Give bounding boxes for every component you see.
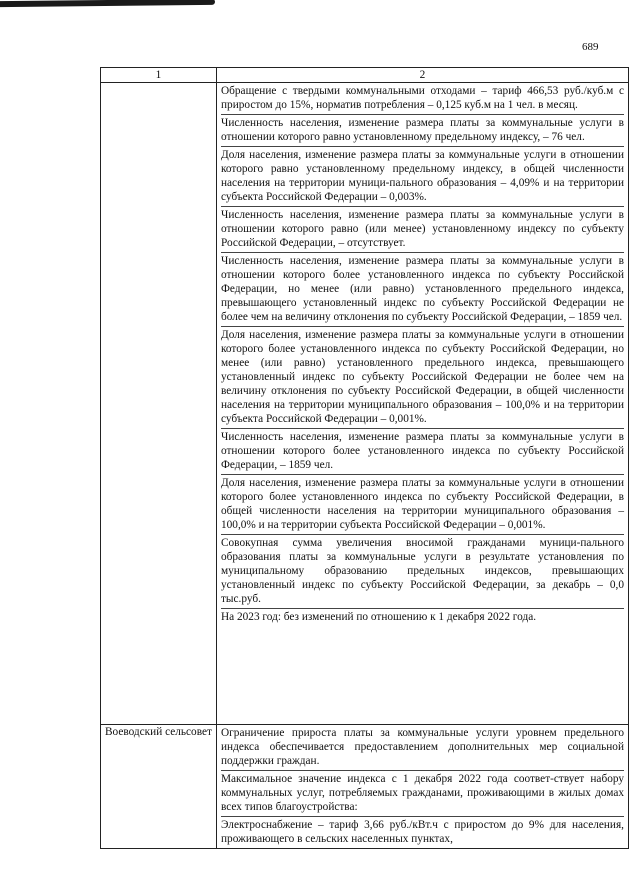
paragraph: Численность населения, изменение размера платы за коммунальные услуги в отношении которого более установленного индекса по субъекту Российской Федерации, но менее (или равно) установленного предельного индекса, превышающего установленный индекс по субъекту Российской Федерации не более чем на величину отклонения по субъекту Российской Федерации, – 1859 чел.	[221, 252, 624, 326]
paragraph: На 2023 год: без изменений по отношению к 1 декабря 2022 года.	[221, 608, 624, 626]
table-row	[101, 725, 629, 849]
header-col-2: 2	[217, 68, 629, 83]
paragraph: Максимальное значение индекса с 1 декабря 2022 года соответ-ствует набору коммунальных услуг, потребляемых гражданами, проживающими в жилых домах всех типов благоустройства:	[221, 770, 624, 816]
paragraph: Доля населения, изменение размера платы за коммунальные услуги в отношении которого равно установленному предельному индексу, в общей численности населения на территории муници-пального образования – 4,09% и на территории субъекта Российской Федерации – 0,003%.	[221, 146, 624, 206]
paragraph: Ограничение прироста платы за коммунальные услуги уровнем предельного индекса обеспечивается предоставлением дополнительных мер социальной поддержки граждан.	[221, 727, 624, 767]
paragraph: Численность населения, изменение размера платы за коммунальные услуги в отношении которого равно установленному предельному индексу, – 76 чел.	[221, 114, 624, 146]
row-label	[101, 83, 217, 725]
table-row	[101, 83, 629, 725]
scan-edge-mark	[0, 0, 215, 7]
paragraph: Обращение с твердыми коммунальными отходами – тариф 466,53 руб./куб.м с приростом до 15%, норматив потребления – 0,125 куб.м на 1 чел. в месяц.	[221, 85, 624, 111]
page-number: 689	[582, 41, 599, 53]
row-content	[217, 83, 629, 725]
paragraph: Доля населения, изменение размера платы за коммунальные услуги в отношении которого более установленного индекса по субъекту Российской Федерации, в общей численности населения на территории муниципального образования – 100,0% и на территории субъекта Российской Федерации – 0,001%.	[221, 474, 624, 534]
row-label: Воеводский сельсовет	[101, 725, 217, 849]
paragraph: Совокупная сумма увеличения вносимой гражданами муници-пального образования платы за коммунальные услуги в результате установления по муниципальному образованию предельных индексов, превышающих установленный индекс по субъекту Российской Федерации, за декабрь – 0,0 тыс.руб.	[221, 534, 624, 608]
paragraph: Численность населения, изменение размера платы за коммунальные услуги в отношении которого более установленного индекса по субъекту Российской Федерации, – 1859 чел.	[221, 428, 624, 474]
paragraph: Доля населения, изменение размера платы за коммунальные услуги в отношении которого более установленного индекса по субъекту Российской Федерации, но менее (или равно) установленного предельного индекса, превышающего установленный индекс по субъекту Российской Федерации не более чем на величину отклонения по субъекту Российской Федерации, в общей численности населения на территории муниципального образования – 100,0% и на территории субъекта Российской Федерации – 0,001%.	[221, 326, 624, 428]
paragraph: Электроснабжение – тариф 3,66 руб./кВт.ч с приростом до 9% для населения, проживающего в сельских населенных пунктах,	[221, 816, 624, 848]
table-header-row	[101, 68, 629, 83]
row-content	[217, 725, 629, 849]
document-table	[100, 67, 629, 849]
paragraph: Численность населения, изменение размера платы за коммунальные услуги в отношении которого равно (или менее) установленному индексу по субъекту Российской Федерации, – отсутствует.	[221, 206, 624, 252]
header-col-1: 1	[101, 68, 217, 83]
